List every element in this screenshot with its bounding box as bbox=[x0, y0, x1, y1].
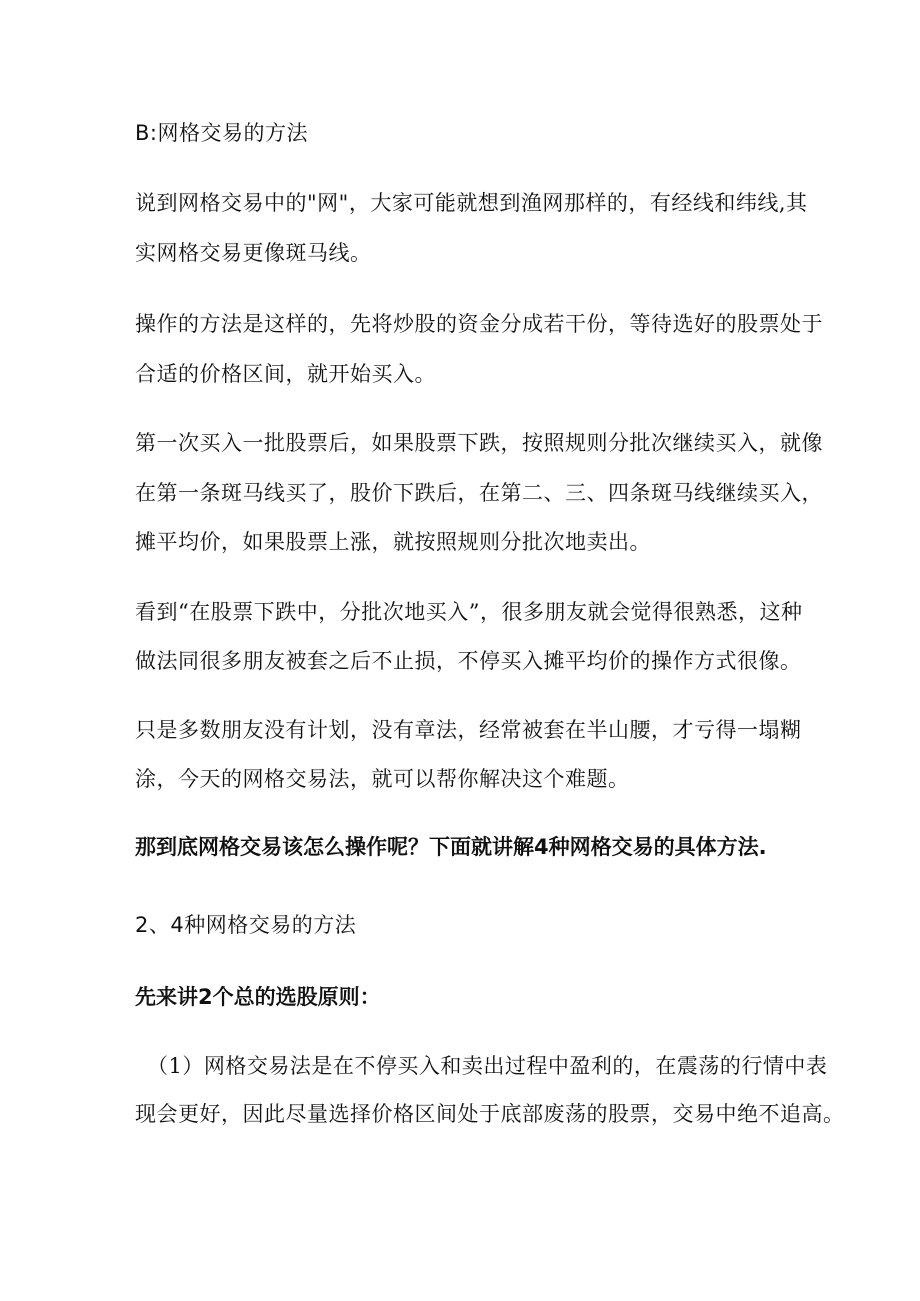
paragraph-1-line-2: 实网格交易更像斑马线。 bbox=[135, 241, 372, 265]
bold-question: 那到底网格交易该怎么操作呢？下面就讲解4种网格交易的具体方法. bbox=[135, 835, 767, 859]
paragraph-3-line-2: 在第一条斑马线买了，股价下跌后，在第二、三、四条斑马线继续买入， bbox=[135, 481, 823, 505]
paragraph-1-line-1: 说到网格交易中的"网"，大家可能就想到渔网那样的，有经线和纬线,其 bbox=[135, 191, 808, 215]
principle-1-line-1: （1）网格交易法是在不停买入和卖出过程中盈利的，在震荡的行情中表 bbox=[147, 1054, 828, 1078]
paragraph-2-line-1: 操作的方法是这样的，先将炒股的资金分成若干份，等待选好的股票处于 bbox=[135, 312, 823, 336]
principles-heading: 先来讲2个总的选股原则： bbox=[135, 985, 381, 1009]
paragraph-5-line-2: 涂，今天的网格交易法，就可以帮你解决这个难题。 bbox=[135, 767, 630, 791]
section-2-heading: 2、4种网格交易的方法 bbox=[135, 913, 357, 937]
section-b-heading: B:网格交易的方法 bbox=[135, 121, 308, 145]
paragraph-3-line-3: 摊平均价，如果股票上涨，就按照规则分批次地卖出。 bbox=[135, 530, 651, 554]
paragraph-3-line-1: 第一次买入一批股票后，如果股票下跌，按照规则分批次继续买入，就像 bbox=[135, 431, 823, 455]
paragraph-4-line-2: 做法同很多朋友被套之后不止损，不停买入摊平均价的操作方式很像。 bbox=[135, 649, 802, 673]
paragraph-4-line-1: 看到“在股票下跌中，分批次地买入”，很多朋友就会觉得很熟悉，这种 bbox=[135, 600, 803, 624]
paragraph-2-line-2: 合适的价格区间，就开始买入。 bbox=[135, 362, 436, 386]
principle-1-line-2: 现会更好，因此尽量选择价格区间处于底部废荡的股票，交易中绝不追高。 bbox=[135, 1102, 845, 1126]
paragraph-5-line-1: 只是多数朋友没有计划，没有章法，经常被套在半山腰，才亏得一塌糊 bbox=[135, 718, 802, 742]
